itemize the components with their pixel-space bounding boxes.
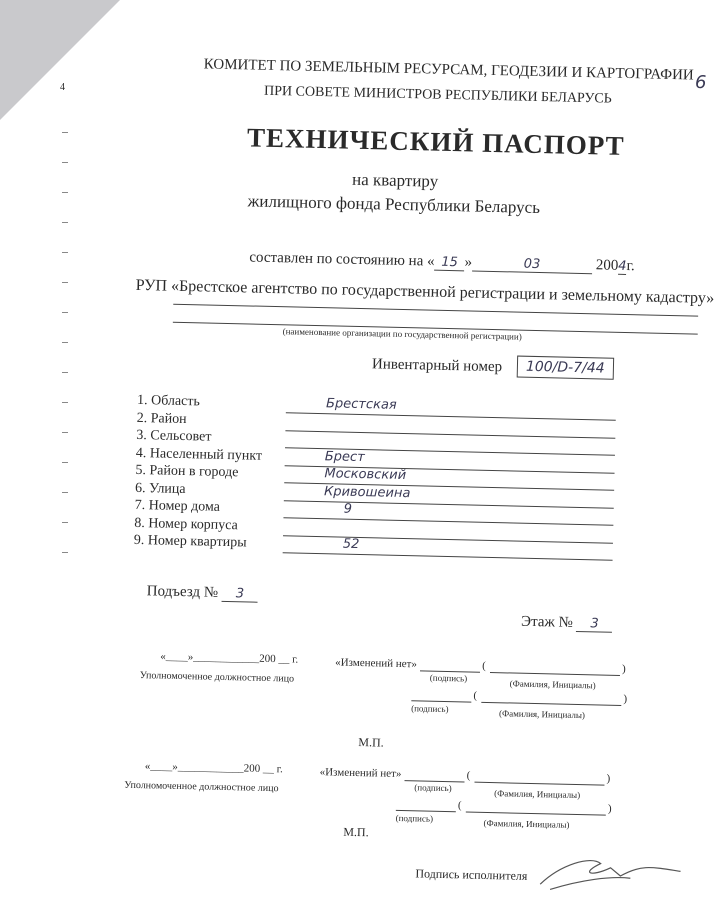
- name-caption: (Фамилия, Инициалы): [494, 788, 581, 801]
- field-value[interactable]: Кривошеина: [323, 483, 411, 501]
- field-value[interactable]: Брест: [324, 448, 365, 465]
- page-number: 6: [695, 72, 707, 93]
- date-year-digit: 4: [618, 258, 627, 274]
- no-changes-label: «Изменений нет»: [335, 656, 418, 671]
- page-title: ТЕХНИЧЕСКИЙ ПАСПОРТ: [246, 122, 625, 161]
- entrance-value: 3: [222, 586, 258, 603]
- header-line1: КОМИТЕТ ПО ЗЕМЕЛЬНЫМ РЕСУРСАМ, ГЕОДЕЗИИ И КАРТОГРАФИИ: [203, 56, 694, 84]
- date-year-prefix: 200: [595, 257, 619, 274]
- date-line: [249, 249, 635, 275]
- subtitle-2: жилищного фонда Республики Беларусь: [247, 191, 541, 218]
- signature-caption: (подпись): [411, 703, 449, 715]
- field-value[interactable]: 9: [343, 501, 353, 517]
- change-block: «____»____________200 __ г. «Изменений нет» ( ) Уполномоченное должностное лицо (подпись) (Фамилия, Инициалы) ( ) (подпись) (Фамилия, Инициалы) М.П.: [124, 760, 612, 840]
- organization-name: РУП «Брестское агентство по государственной регистрации и земельному кадастру»: [135, 276, 715, 307]
- header-line2: ПРИ СОВЕТЕ МИНИСТРОВ РЕСПУБЛИКИ БЕЛАРУСЬ: [263, 83, 612, 107]
- official-label: Уполномоченное должностное лицо: [124, 779, 279, 795]
- name-caption: (Фамилия, Инициалы): [509, 678, 596, 691]
- field-value[interactable]: Брестская: [325, 396, 397, 413]
- executor-signature: [520, 844, 691, 898]
- field-label: 1. Область: [136, 392, 201, 410]
- official-label: Уполномоченное должностное лицо: [139, 670, 295, 685]
- floor-label: Этаж №: [520, 613, 574, 631]
- date-suffix: г.: [626, 258, 635, 275]
- organization-caption: (наименование организации по государственной регистрации): [282, 326, 522, 342]
- stamp-place: М.П.: [358, 735, 384, 750]
- floor-value: 3: [576, 616, 612, 633]
- field-value[interactable]: Московский: [324, 466, 407, 484]
- signature-caption: (подпись): [429, 672, 468, 684]
- field-label: 5. Район в городе: [135, 462, 239, 481]
- date-mid: »: [464, 254, 473, 271]
- inventory-label: Инвентарный номер: [371, 356, 503, 376]
- inventory-number: 100/D-7/44: [517, 356, 614, 380]
- no-changes-label: «Изменений нет»: [319, 766, 402, 781]
- field-label: 9. Номер квартиры: [133, 532, 247, 551]
- stamp-place: М.П.: [343, 824, 369, 840]
- date-month: 03: [472, 255, 592, 274]
- change-date: «____»____________200 __ г.: [144, 760, 283, 776]
- name-caption: (Фамилия, Инициалы): [483, 817, 570, 830]
- subtitle-1: на квартиру: [351, 169, 439, 191]
- field-label: 8. Номер корпуса: [134, 515, 239, 533]
- field-label: 2. Район: [136, 410, 187, 427]
- entrance: [147, 583, 259, 603]
- field-label: 7. Номер дома: [134, 497, 221, 515]
- signature-caption: (подпись): [414, 782, 452, 794]
- change-block: «____»____________200 __ г. «Изменений нет» ( ) Уполномоченное должностное лицо (подпись) (Фамилия, Инициалы) ( ) (подпись) (Фамилия, Инициалы) М.П.: [139, 650, 628, 750]
- change-date: «____»____________200 __ г.: [160, 650, 299, 666]
- executor-signature-label: Подпись исполнителя: [415, 866, 528, 883]
- floor: [521, 614, 613, 633]
- margin-mark: 4: [60, 82, 65, 93]
- date-day: 15: [434, 255, 464, 272]
- date-prefix: составлен по состоянию на «: [249, 249, 435, 270]
- field-label: 4. Населенный пункт: [135, 445, 263, 464]
- name-caption: (Фамилия, Инициалы): [498, 708, 586, 721]
- entrance-label: Подъезд №: [146, 583, 219, 601]
- signature-caption: (подпись): [395, 812, 434, 824]
- field-label: 6. Улица: [134, 480, 186, 497]
- field-value[interactable]: 52: [342, 536, 360, 553]
- field-label: 3. Сельсовет: [136, 427, 212, 445]
